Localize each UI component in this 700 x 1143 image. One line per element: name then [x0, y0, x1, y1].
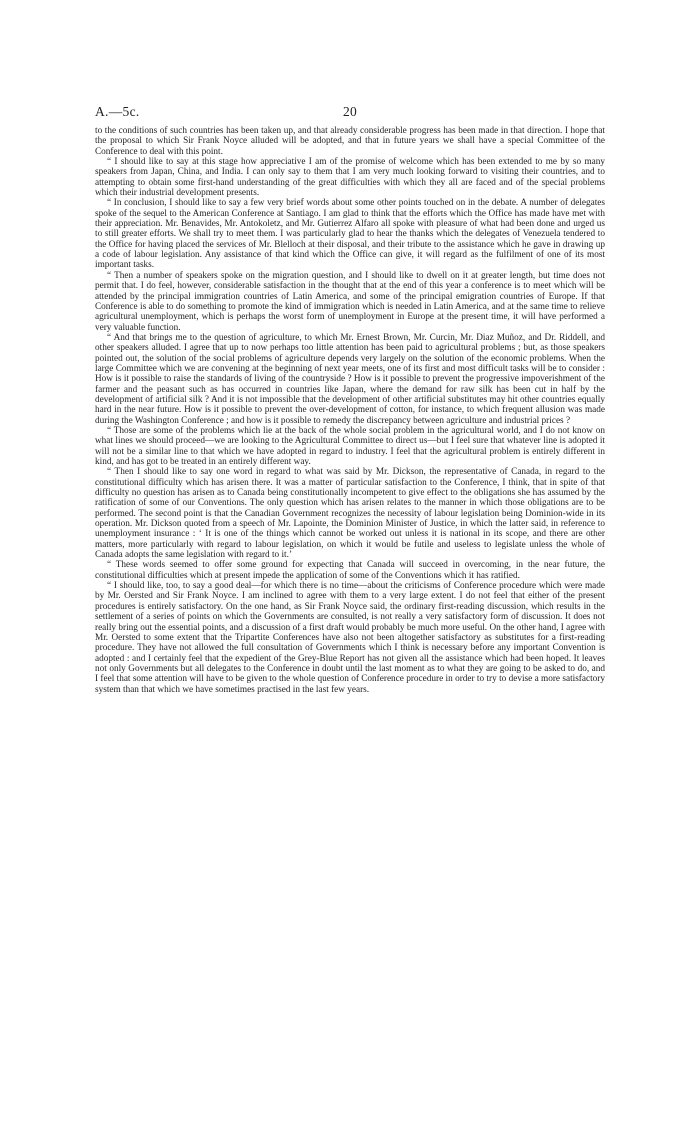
paragraph-conclusion: “ In conclusion, I should like to say a few very brief words about some other points touched on in the debate. A number of delegates spoke of the sequel to the American Conference at Santiago. I am glad to think that the efforts which the Office has made have met with their appreciation. Mr. Benavides, Mr. Antokoletz, and Mr. Gutierrez Alfaro all spoke with pleasure of what had been done and urged us to still greater efforts. We shall try to meet them. I was particularly glad to hear the thanks which the delegates of Venezuela tendered to the Office for having placed the services of Mr. Blelloch at their disposal, and their tribute to the assistance which he gave in drawing up a code of labour legislation. Any assistance of that kind which the Office can give, it will regard as the fulfilment of one of its most important tasks. — [95, 198, 605, 271]
paragraph-canada: “ Then I should like to say one word in regard to what was said by Mr. Dickson, the representative of Canada, in regard to the constitutional difficulty which has arisen there. It was a matter of particular satisfaction to the Conference, I think, that in spite of that difficulty no question has arisen as to Canada being constitutionally incompetent to give effect to the obligations she has assumed by the ratification of some of our Conventions. The only question which has arisen relates to the manner in which those obligations are to be performed. The second point is that the Canadian Government recognizes the necessity of labour legislation being Dominion-wide in its operation. Mr. Dickson quoted from a speech of Mr. Lapointe, the Dominion Minister of Justice, in which the latter said, in reference to unemployment insurance : ‘ It is one of the things which cannot be worked out unless it is national in its scope, and there are other matters, more particularly with regard to labour legislation, on which it would be futile and useless to legislate unless the whole of Canada adopts the same legislation with regard to it.’ — [95, 467, 605, 561]
paragraph-agricultural-problems: “ Those are some of the problems which lie at the back of the whole social problem in the agricultural world, and I do not know on what lines we should proceed—we are looking to the Agricultural Committee to direct us—but I feel sure that whatever line is adopted it will not be a similar line to that which we have adopted in regard to industry. I feel that the agricultural problem is entirely different in kind, and has got to be treated in an entirely different way. — [95, 425, 605, 467]
paragraph-agriculture: “ And that brings me to the question of agriculture, to which Mr. Ernest Brown, Mr. Curcin, Mr. Diaz Muñoz, and Dr. Riddell, and other speakers alluded. I agree that up to now perhaps too little attention has been paid to agricultural problems ; but, as those speakers pointed out, the solution of the social problems of agriculture depends very largely on the solution of the economic problems. When the large Committee which we are convening at the beginning of next year meets, one of its first and most difficult tasks will be to consider : How is it possible to raise the standards of living of the countryside ? How is it possible to prevent the progressive impoverishment of the farmer and the peasant such as has occurred in countries like Japan, where the demand for raw silk has been cut in half by the development of artificial silk ? And it is not impossible that the development of other artificial substitutes may hit other countries equally hard in the near future. How is it possible to prevent the over-development of cotton, for instance, to which frequent allusion was made during the Washington Conference ; and how is it possible to remedy the discrepancy between agriculture and industrial prices ? — [95, 332, 605, 426]
paragraph-procedure: “ I should like, too, to say a good deal—for which there is no time—about the criticisms of Conference procedure which were made by Mr. Oersted and Sir Frank Noyce. I am inclined to agree with them to a very large extent. I do not feel that either of the present procedures is entirely satisfactory. On the one hand, as Sir Frank Noyce said, the ordinary first-reading discussion, which results in the settlement of a series of points on which the Governments are consulted, is not really a very satisfactory form of discussion. It does not really bring out the essential points, and a discussion of a first draft would probably be much more useful. On the other hand, I agree with Mr. Oersted to some extent that the Tripartite Conferences have also not been altogether satisfactory as substitutes for a first-reading procedure. They have not allowed the full consultation of Governments which I think is necessary before any important Convention is adopted : and I certainly feel that the expedient of the Grey-Blue Report has not given all the assistance which had been hoped. It leaves not only Governments but all delegates to the Conference in doubt until the last moment as to what they are going to be asked to do, and I feel that some attention will have to be given to the whole question of Conference procedure in order to try to devise a more satisfactory system than that which we have sometimes practised in the last few years. — [95, 581, 605, 695]
page-number: 20 — [342, 104, 358, 119]
document-page — [95, 104, 605, 695]
body-text — [95, 126, 605, 695]
paragraph-continuation: to the conditions of such countries has been taken up, and that already considerable progress has been made in that direction. I hope that the proposal to which Sir Frank Noyce alluded will be adopted, and that in future years we shall have a special Committee of the Conference to deal with this point. — [95, 126, 605, 157]
paragraph-welcome: “ I should like to say at this stage how appreciative I am of the promise of welcome which has been extended to me by so many speakers from Japan, China, and India. I can only say to them that I am very much looking forward to visiting their countries, and to attempting to obtain some first-hand understanding of the great difficulties with which they all are faced and of the special problems which their industrial development presents. — [95, 157, 605, 199]
paragraph-canada-conventions: “ These words seemed to offer some ground for expecting that Canada will succeed in overcoming, in the near future, the constitutional difficulties which at present impede the application of some of the Conventions which it has ratified. — [95, 560, 605, 581]
paragraph-migration: “ Then a number of speakers spoke on the migration question, and I should like to dwell on it at greater length, but time does not permit that. I do feel, however, considerable satisfaction in the thought that at the end of this year a conference is to meet which will be attended by the principal immigration countries of Latin America, and some of the principal emigration countries of Europe. If that Conference is able to do something to promote the kind of immigration which is needed in Latin America, and at the same time to relieve agricultural unemployment, which is perhaps the worst form of unemployment in Europe at the present time, it will have performed a very valuable function. — [95, 270, 605, 333]
page-header — [95, 104, 605, 126]
document-reference: A.—5c. — [95, 104, 140, 119]
